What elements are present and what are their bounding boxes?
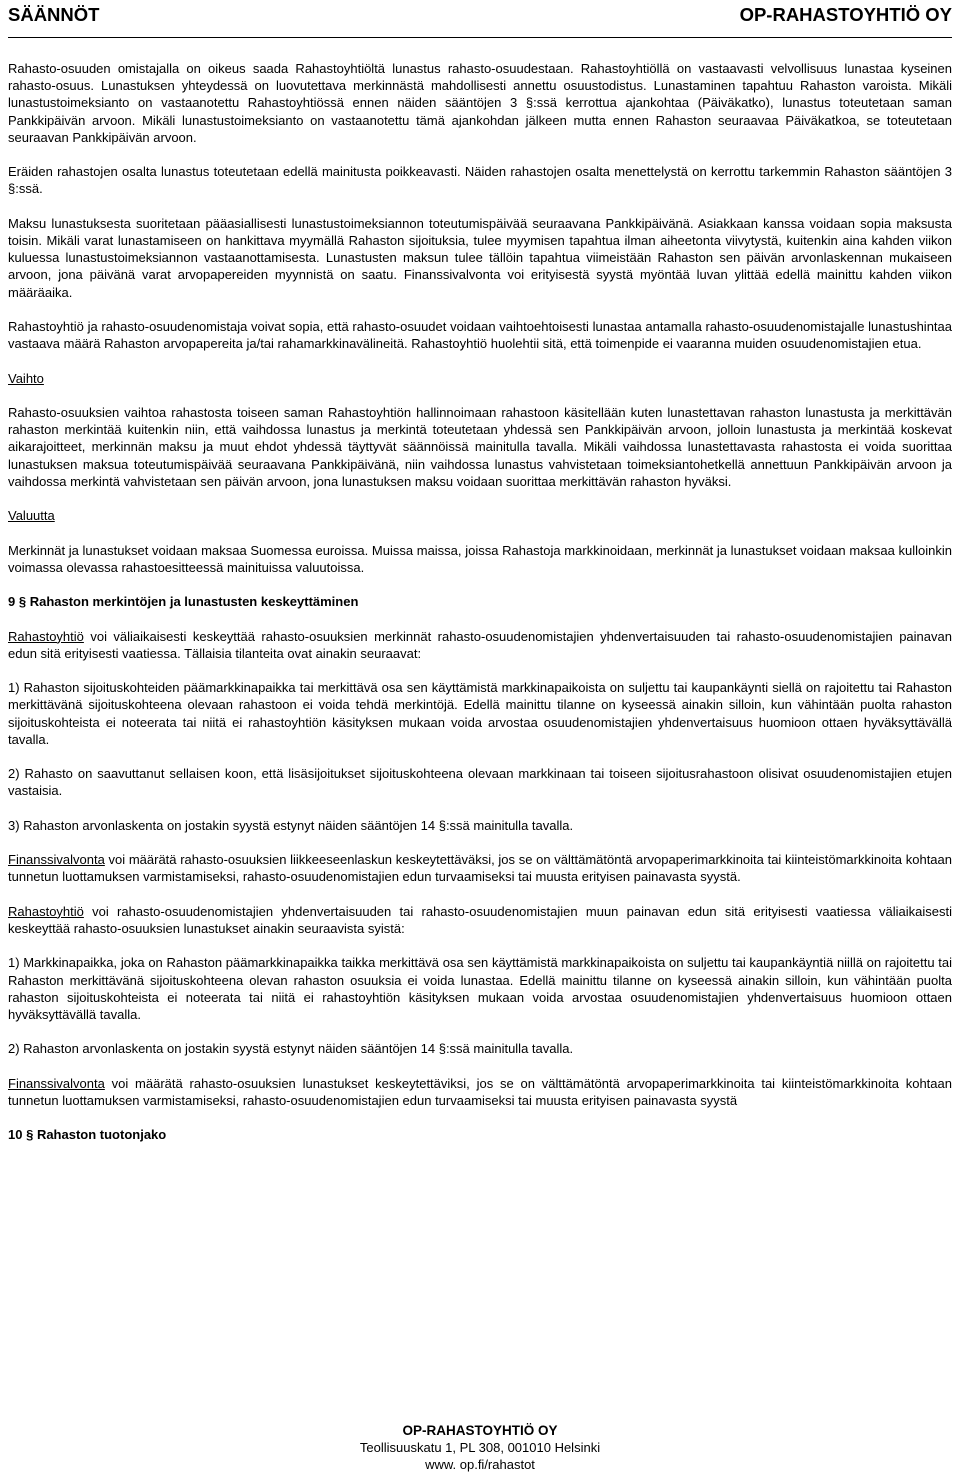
paragraph-exchange: Rahasto-osuuksien vaihtoa rahastosta toiseen saman Rahastoyhtiön hallinnoimaan rahastoon käsitellään kuten lunastettavan rahaston lunastusta ja merkittävän rahaston merkintää kuitenkin niin, että vaihdossa lunastus ja merkintä toteutetaan yhdessä sen Pankkipäivän arvoon, jolloin lunastusta ja merkintää koskevat aikarajoitteet, merkinnän maksu ja muut ehdot yhdessä täyttyvät säännöissä mainitulla tavalla. Mikäli vaihdossa lunastettavasta rahastosta ei voida suorittaa lunastuksen maksua toteutumispäivää seuraavana Pankkipäivänä, niin vaihdossa lunastus vahvistetaan toimeksiantohetkellä annettuun Pankkipäivän arvoon ja vaihdossa merkintä vahvistetaan sen päivän arvoon, jona lunastuksen maksu voidaan suorittaa merkittävän rahaston hyväksi. (8, 404, 952, 489)
section-title: Rahaston merkintöjen ja lunastusten keskeyttäminen (29, 594, 359, 610)
section-title: Rahaston tuotonjako (36, 1127, 167, 1143)
paragraph-in-kind: Rahastoyhtiö ja rahasto-osuudenomistaja voivat sopia, että rahasto-osuudet voidaan vaihtoehtoisesti lunastaa antamalla rahasto-osuudenomistajalle lunastushintaa vastaava määrä Rahaston arvopapereita ja/tai rahamarkkinavälineitä. Rahastoyhtiö huolehtii sitä, että toimenpide ei vaaranna muiden osuudenomistajien etua. (8, 319, 952, 352)
list-item-1: 1) Rahaston sijoituskohteiden päämarkkinapaikka tai merkittävä osa sen käyttämistä markkinapaikoista on suljettu tai kaupankäynti siellä on rajoitettu tai Rahaston merkittävänä sijoituskohteena olevaan rahastoon ei voida tehdä merkintöjä. Edellä mainittu tilanne on kyseessä ainakin silloin, kun vähintään puolta rahaston sijoituskohteista ei noteerata tai niitä ei rahastoyhtiön käsityksen mukaan voida arvostaa osuudenomistajien yhdenvertaisuus huomioon ottaen hyväksyttävällä tavalla. (8, 680, 952, 747)
paragraph-suspension-redemptions (8, 903, 952, 937)
document-type: SÄÄNNÖT (8, 4, 100, 25)
list-item-2: 2) Rahaston arvonlaskenta on jostakin syystä estynyt näiden sääntöjen 14 §:ssä mainitulla tavalla. (8, 1041, 574, 1057)
list-item-2: 2) Rahasto on saavuttanut sellaisen koon, että lisäsijoitukset sijoituskohteena olevaan markkinaan tai toiseen sijoitusrahastoon olisivat osuudenomistajien etujen vastaisia. (8, 766, 952, 799)
paragraph-text: voi määrätä rahasto-osuuksien lunastukset keskeytettäviksi, jos se on välttämätöntä arvopaperimarkkinoita tai kiinteistömarkkinoita kohtaan tunnetun luottamuksen varmistamiseksi, rahasto-osuudenomistajien edun turvaamiseksi tai muusta erityisen painavasta syystä (8, 1075, 952, 1108)
paragraph-text: voi määrätä rahasto-osuuksien liikkeeseenlaskun keskeytettäväksi, jos se on välttämätöntä arvopaperimarkkinoita tai kiinteistömarkkinoita kohtaan tunnetun luottamuksen varmistamiseksi, rahasto-osuudenomistajien edun turvaamiseksi tai muusta erityisen painavasta syystä. (8, 852, 952, 885)
term-rahastoyhtio: Rahastoyhtiö (8, 903, 84, 919)
company-name: OP-RAHASTOYHTIÖ OY (739, 4, 952, 25)
paragraph-fsa-redemptions (8, 1075, 952, 1109)
list-item-1: 1) Markkinapaikka, joka on Rahaston päämarkkinapaikka taikka merkittävä osa sen käyttämistä markkinapaikoista on suljettu tai kaupankäyntiä niillä on rajoitettu tai Rahaston merkittävänä sijoituskohteena olevan rahaston osuuksia ei voida lunastaa. Edellä mainittu tilanne on kyseessä ainakin silloin, kun vähintään puolta rahaston sijoituskohteista ei noteerata tai niitä ei rahastoyhtiön käsityksen mukaan voida arvostaa osuudenomistajien yhdenvertaisuus huomioon ottaen hyväksyttävällä tavalla. (8, 955, 952, 1022)
section-9-heading (8, 593, 952, 610)
term-finanssivalvonta: Finanssivalvonta (8, 852, 105, 868)
heading-vaihto: Vaihto (8, 370, 44, 386)
paragraph-redemption: Rahasto-osuuden omistajalla on oikeus saada Rahastoyhtiöltä lunastus rahasto-osuudestaan. Rahastoyhtiöllä on vastaavasti velvollisuus lunastaa kyseinen rahasto-osuus. Lunastuksen yhteydessä on luovutettava merkinnästä mahdollisesti annettu osuustodistus. Lunastaminen tapahtuu Rahaston varoista. Mikäli lunastustoimeksianto on vastaanotettu Rahastoyhtiössä ennen näiden sääntöjen 3 §:ssä kerrottua ajankohtaa (Päiväkatko), lunastus toteutetaan saman Pankkipäivän arvoon. Mikäli lunastustoimeksianto on vastaanotettu tämä ajankohdan jälkeen mutta ennen Rahaston seuraavaa Päiväkatkoa, se toteutetaan seuraavan Pankkipäivän arvoon. (8, 61, 952, 145)
paragraph-exceptions: Eräiden rahastojen osalta lunastus toteutetaan edellä mainitusta poikkeavasti. Näiden rahastojen osalta menettelystä on kerrottu tarkemmin Rahaston sääntöjen 3 §:ssä. (8, 164, 952, 197)
paragraph-payment: Maksu lunastuksesta suoritetaan pääasiallisesti lunastustoimeksiannon toteutumispäivää seuraavana Pankkipäivänä. Asiakkaan kanssa voidaan sopia maksusta toisin. Mikäli varat lunastamiseen on hankittava myymällä Rahaston sijoituksia, tulee myymisen tapahtua ilman aiheetonta viivytystä, kuitenkin aina kahden viikon kuluessa lunastustoimeksiannon vastaanottamisesta. Lunastusten maksun tulee tällöin tapahtua viimeistään Rahaston sen päivän arvonlaskennan mukaiseen arvoon, jona päivänä varat arvopapereiden myynnistä on saatu. Finanssivalvonta voi erityisestä syystä myöntää luvan ylittää edellä mainittu kahden viikon määräaika. (8, 215, 952, 300)
paragraph-fsa-subscriptions (8, 851, 952, 885)
paragraph-text: voi rahasto-osuudenomistajien yhdenvertaisuuden tai rahasto-osuudenomistajien muun painavan edun sitä erityisesti vaatiessa väliaikaisesti keskeyttää rahasto-osuuksien lunastukset ainakin seuraavista syistä: (8, 903, 952, 936)
page-header (8, 0, 952, 34)
document-body (8, 60, 952, 1144)
list-item-3: 3) Rahaston arvonlaskenta on jostakin syystä estynyt näiden sääntöjen 14 §:ssä mainitulla tavalla. (8, 817, 574, 833)
header-divider (8, 37, 952, 38)
footer-company: OP-RAHASTOYHTIÖ OY (402, 1423, 558, 1438)
page-footer (0, 1422, 960, 1473)
term-finanssivalvonta: Finanssivalvonta (8, 1075, 105, 1091)
paragraph-currency: Merkinnät ja lunastukset voidaan maksaa Suomessa euroissa. Muissa maissa, joissa Rahastoja markkinoidaan, merkinnät ja lunastukset voidaan maksaa kulloinkin voimassa olevassa rahastoesitteessä mainituissa valuutoissa. (8, 542, 952, 575)
heading-valuutta: Valuutta (8, 508, 55, 524)
section-10-heading (8, 1126, 952, 1143)
term-rahastoyhtio: Rahastoyhtiö (8, 628, 84, 644)
paragraph-suspension-subscriptions (8, 628, 952, 662)
paragraph-text: voi väliaikaisesti keskeyttää rahasto-osuuksien merkinnät rahasto-osuudenomistajien yhdenvertaisuuden tai rahasto-osuudenomistajien painavan edun sitä erityisesti vaatiessa. Tällaisia tilanteita ovat ainakin seuraavat: (8, 628, 952, 661)
footer-website: www. op.fi/rahastot (425, 1457, 535, 1472)
footer-address: Teollisuuskatu 1, PL 308, 001010 Helsinki (359, 1440, 601, 1455)
section-number: 9 § (8, 594, 27, 610)
section-number: 10 § (8, 1127, 34, 1143)
